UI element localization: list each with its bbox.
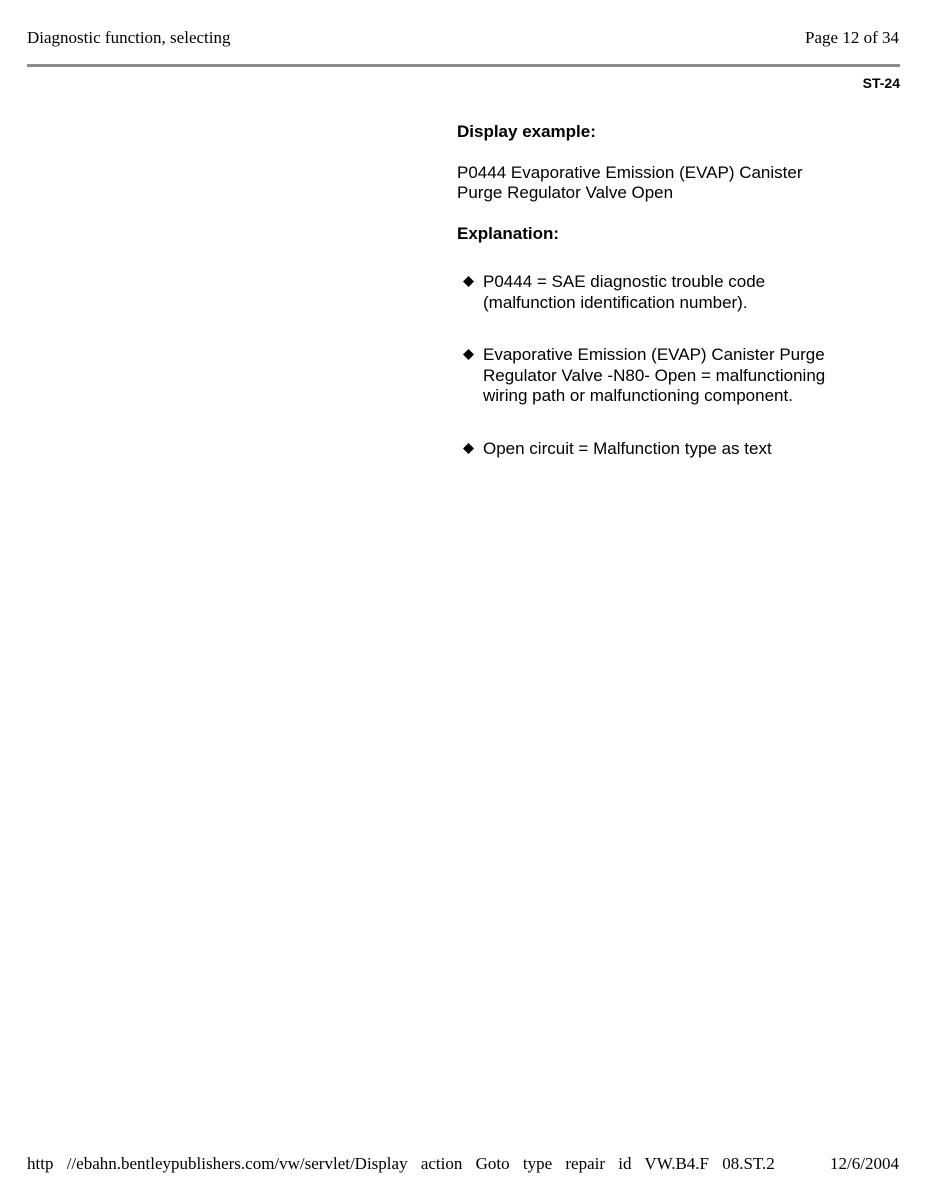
display-example-line: Purge Regulator Valve Open — [457, 183, 674, 202]
explanation-heading: Explanation: — [457, 223, 560, 243]
section-code: ST-24 — [862, 75, 900, 91]
footer-url[interactable]: http //ebahn.bentleypublishers.com/vw/servlet/Display action Goto type repair id VW.B4.F 08.ST.2 — [27, 1154, 775, 1173]
document-title: Diagnostic function, selecting — [27, 28, 231, 47]
bullet-line: (malfunction identification number). — [483, 292, 748, 312]
header-divider — [27, 64, 900, 67]
bullet-line: Evaporative Emission (EVAP) Canister Purge — [483, 345, 825, 364]
bullet-line: wiring path or malfunctioning component. — [483, 386, 793, 405]
bullet-line: Regulator Valve -N80- Open = malfunctioning — [483, 365, 826, 385]
display-example-heading: Display example: — [457, 122, 596, 141]
explanation-list — [457, 272, 877, 459]
bullet-line: P0444 = SAE diagnostic trouble code — [483, 272, 766, 291]
footer-date: 12/6/2004 — [830, 1154, 899, 1173]
content-column — [457, 122, 877, 491]
page-number: Page 12 of 34 — [805, 28, 899, 47]
diamond-bullet-icon — [463, 276, 474, 287]
list-item — [457, 345, 877, 407]
bullet-line: Open circuit = Malfunction type as text — [483, 438, 772, 458]
diamond-bullet-icon — [463, 349, 474, 360]
list-item — [457, 272, 877, 313]
list-item — [457, 439, 877, 460]
diamond-bullet-icon — [463, 443, 474, 454]
display-example-text — [457, 163, 877, 204]
display-example-line: P0444 Evaporative Emission (EVAP) Canister — [457, 162, 803, 182]
